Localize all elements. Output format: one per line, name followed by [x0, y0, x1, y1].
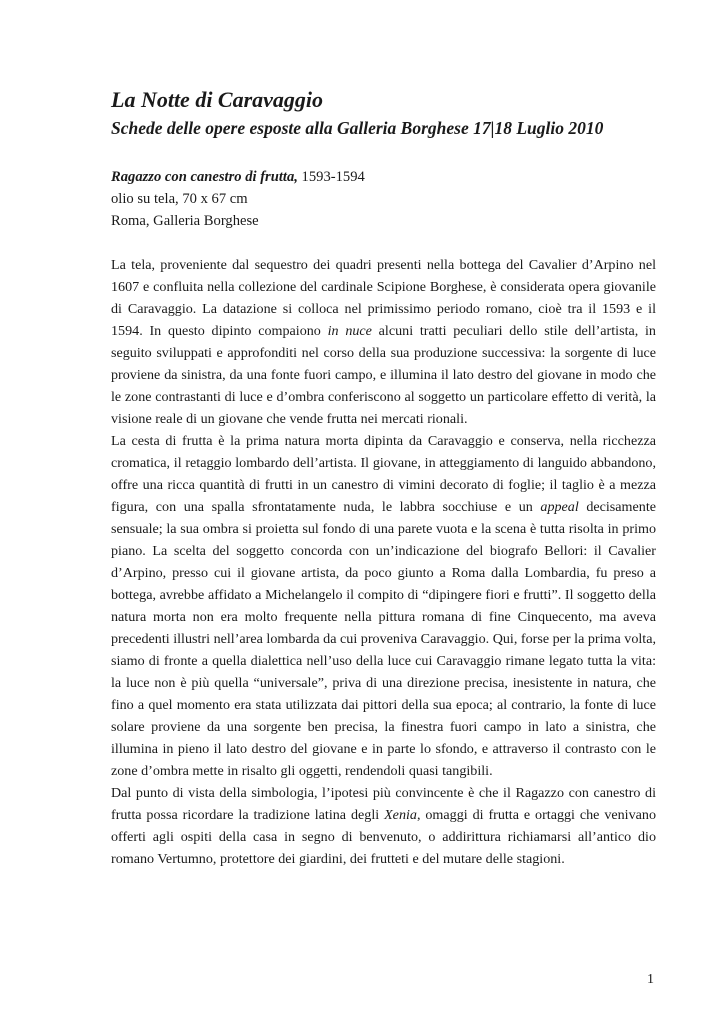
italic-phrase: in nuce [327, 323, 372, 339]
document-page [111, 86, 656, 870]
document-subtitle: Schede delle opere esposte alla Galleria Borghese 17|18 Luglio 2010 [111, 118, 604, 138]
document-body [111, 254, 656, 870]
artwork-medium: olio su tela, 70 x 67 cm [111, 191, 248, 207]
artwork-dates: 1593-1594 [297, 169, 365, 185]
paragraph: La tela, proveniente dal sequestro dei quadri presenti nella bottega del Cavalier d’Arpino nel 1607 e confluita nella collezione del cardinale Scipione Borghese, è considerata opera giovanile di Caravaggio. La datazione si colloca nel primissimo periodo romano, cioè tra il 1593 e il 1594. In questo dipinto compaiono in nuce alcuni tratti peculiari dello stile dell’artista, in seguito sviluppati e approfonditi nel corso della sua produzione successiva: la sorgente di luce proviene da sinistra, da una fonte fuori campo, e illumina il lato destro del giovane in modo che le zone contrastanti di luce e d’ombra conferiscono al soggetto un particolare effetto di verità, la visione reale di un giovane che vende frutta nei mercati rionali. [111, 257, 656, 427]
italic-phrase: Xenia [384, 807, 417, 823]
paragraph: La cesta di frutta è la prima natura morta dipinta da Caravaggio e conserva, nella ricchezza cromatica, il retaggio lombardo dell’artista. Il giovane, in atteggiamento di languido abbandono, offre una ricca quantità di frutti in un canestro di vimini decorato di foglie; il taglio è a mezza figura, con una spalla sfrontatamente nuda, le labbra socchiuse e un appeal decisamente sensuale; la sua ombra si proietta sul fondo di una parete vuota e la scena è tutta risolta in primo piano. La scelta del soggetto concorda con un’indicazione del biografo Bellori: il Cavalier d’Arpino, presso cui il giovane artista, da poco giunto a Roma dalla Lombardia, fu preso a bottega, avrebbe affidato a Michelangelo il compito di “dipingere fiori e frutti”. Il soggetto della natura morta non era molto frequente nella pittura romana di fine Cinquecento, ma aveva precedenti illustri nell’area lombarda da cui proveniva Caravaggio. Qui, forse per la prima volta, siamo di fronte a quella dialettica nell’uso della luce cui Caravaggio rimane legato tutta la vita: la luce non è più quella “universale”, priva di una direzione precisa, inesistente in natura, che fino a quel momento era stata utilizzata dai pittori della sua epoca; al contrario, la fonte di luce solare proviene da una sorgente ben precisa, la finestra fuori campo in lato a sinistra, che illumina in pieno il lato destro del giovane e in parte lo sfondo, e attraverso il contrasto con le zone d’ombra mette in risalto gli oggetti, rendendoli quasi tangibili. [111, 433, 656, 779]
document-title: La Notte di Caravaggio [111, 87, 324, 112]
paragraph: Dal punto di vista della simbologia, l’ipotesi più convincente è che il Ragazzo con canestro di frutta possa ricordare la tradizione latina degli Xenia, omaggi di frutta e ortaggi che venivano offerti agli ospiti della casa in segno di benvenuto, o addirittura richiamarsi all’antico dio romano Vertumno, protettore dei giardini, dei frutteti e del mutare delle stagioni. [111, 785, 656, 867]
artwork-info [111, 166, 656, 232]
artwork-location: Roma, Galleria Borghese [111, 213, 259, 229]
italic-phrase: appeal [540, 499, 579, 515]
artwork-title: Ragazzo con canestro di frutta, [111, 169, 298, 185]
artwork-title-line [111, 166, 656, 188]
page-number: 1 [647, 972, 654, 987]
